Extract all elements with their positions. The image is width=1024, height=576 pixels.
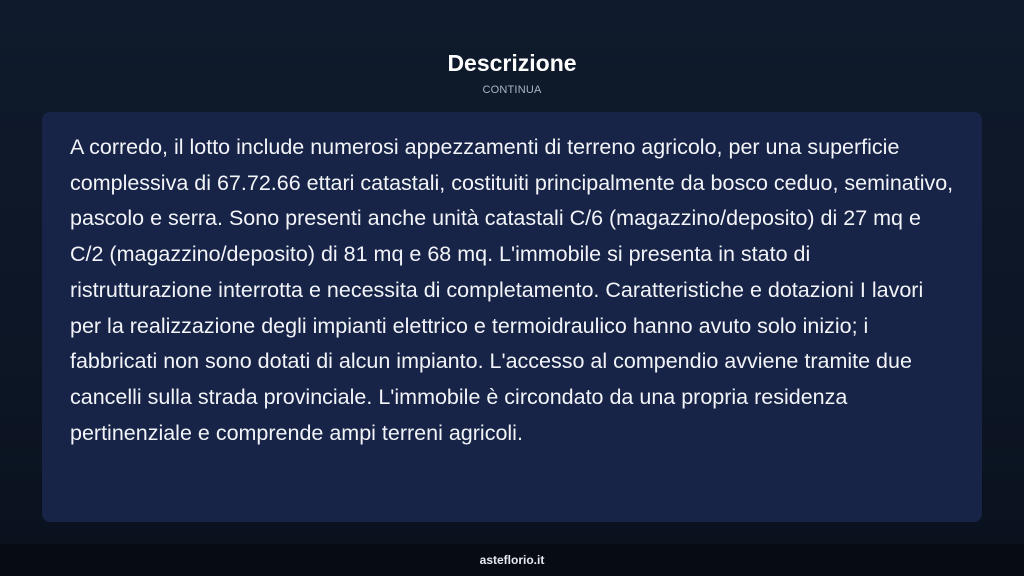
description-card [42, 112, 982, 522]
page-header [0, 48, 1024, 96]
page-subtitle: CONTINUA [482, 84, 542, 96]
description-text: A corredo, il lotto include numerosi appezzamenti di terreno agricolo, per una superficie complessiva di 67.72.66 ettari catastali, costituiti principalmente da bosco ceduo, seminativo, pascolo e serra. Sono presenti anche unità catastali C/6 (magazzino/deposito) di 27 mq e C/2 (magazzino/deposito) di 81 mq e 68 mq. L'immobile si presenta in stato di ristrutturazione interrotta e necessita di completamento. Caratteristiche e dotazioni I lavori per la realizzazione degli impianti elettrico e termoidraulico hanno avuto solo inizio; i fabbricati non sono dotati di alcun impianto. L'accesso al compendio avviene tramite due cancelli sulla strada provinciale. L'immobile è circondato da una propria residenza pertinenziale e comprende ampi terreni agricoli. [70, 135, 954, 445]
footer-bar [0, 544, 1024, 576]
footer-site-name: asteflorio.it [479, 553, 545, 567]
page-title: Descrizione [447, 50, 577, 76]
